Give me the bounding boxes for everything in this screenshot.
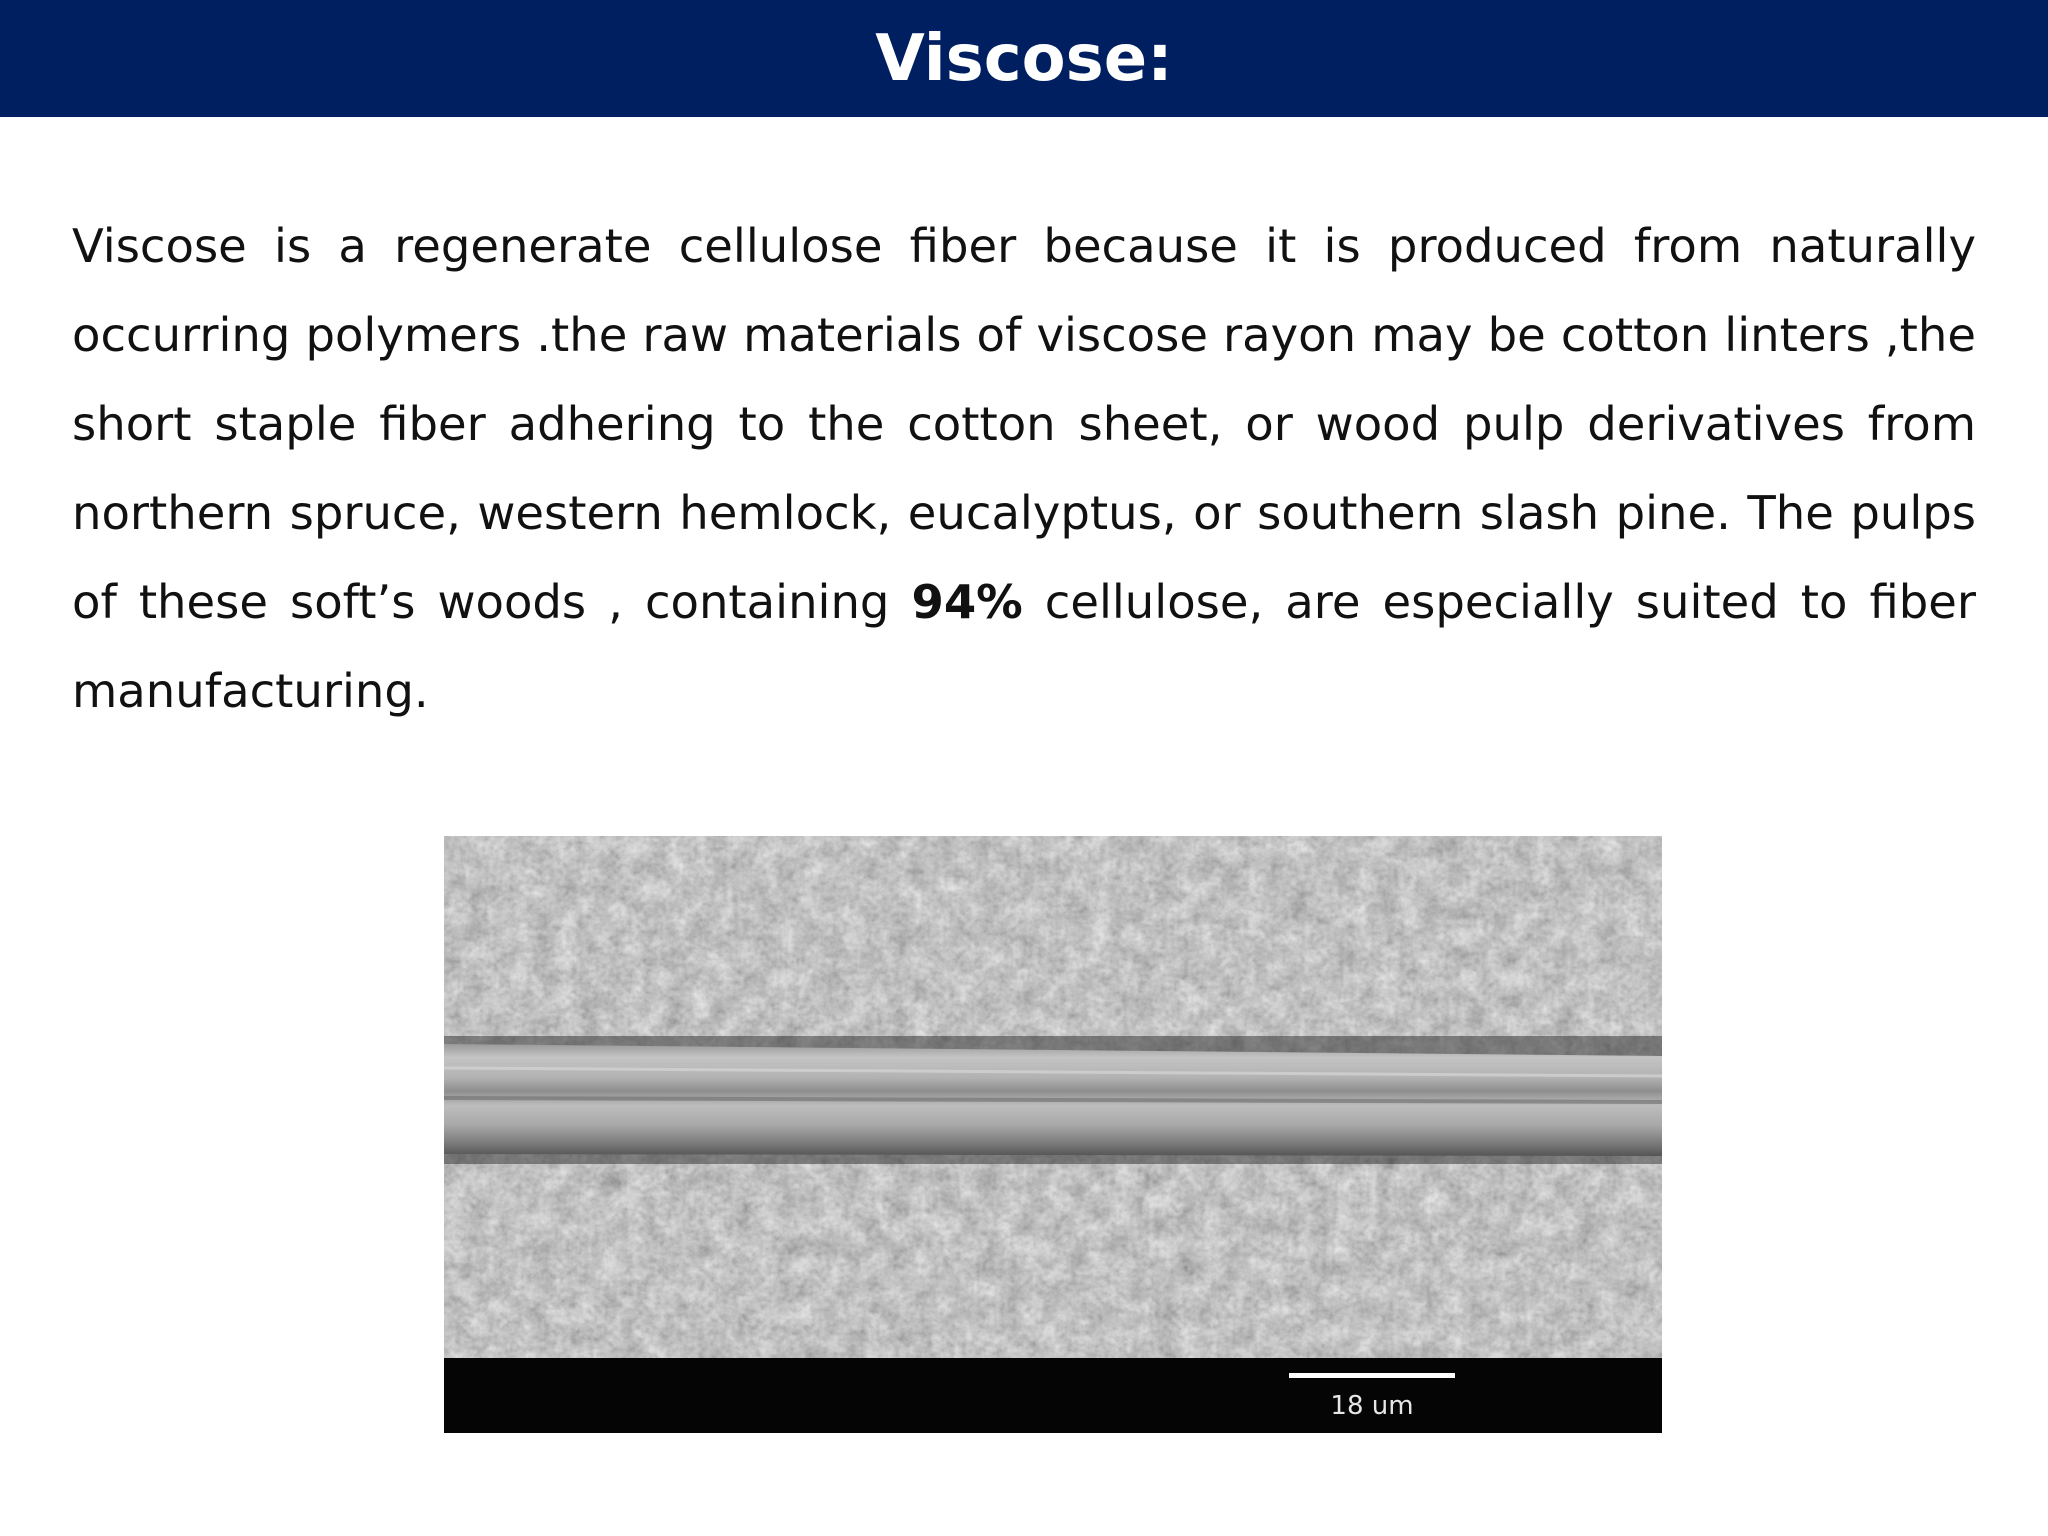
slide-title: Viscose: — [875, 21, 1173, 96]
sem-micrograph-image — [444, 836, 1662, 1433]
paragraph-bold-percentage: 94% — [911, 575, 1023, 629]
scale-bar — [1289, 1373, 1455, 1378]
paragraph-text-part-1: Viscose is a regenerate cellulose fiber because it is produced from naturally occurring polymers .the raw materials of viscose rayon may be cotton linters ,the short staple fiber adhering to the cotton sheet, or wood pulp derivatives from northern spruce, western hemlock, eucalyptus, or southern slash pine. The pulps of these soft’s woods , containing — [72, 219, 1976, 629]
body-paragraph — [72, 202, 1976, 736]
scale-bar-label: 18 um — [1330, 1391, 1414, 1421]
title-bar — [0, 0, 2048, 117]
paragraph-text-part-2: cellulose, are especially suited to fiber manufacturing. — [72, 575, 1976, 718]
micrograph-caption-strip — [444, 1358, 1662, 1433]
